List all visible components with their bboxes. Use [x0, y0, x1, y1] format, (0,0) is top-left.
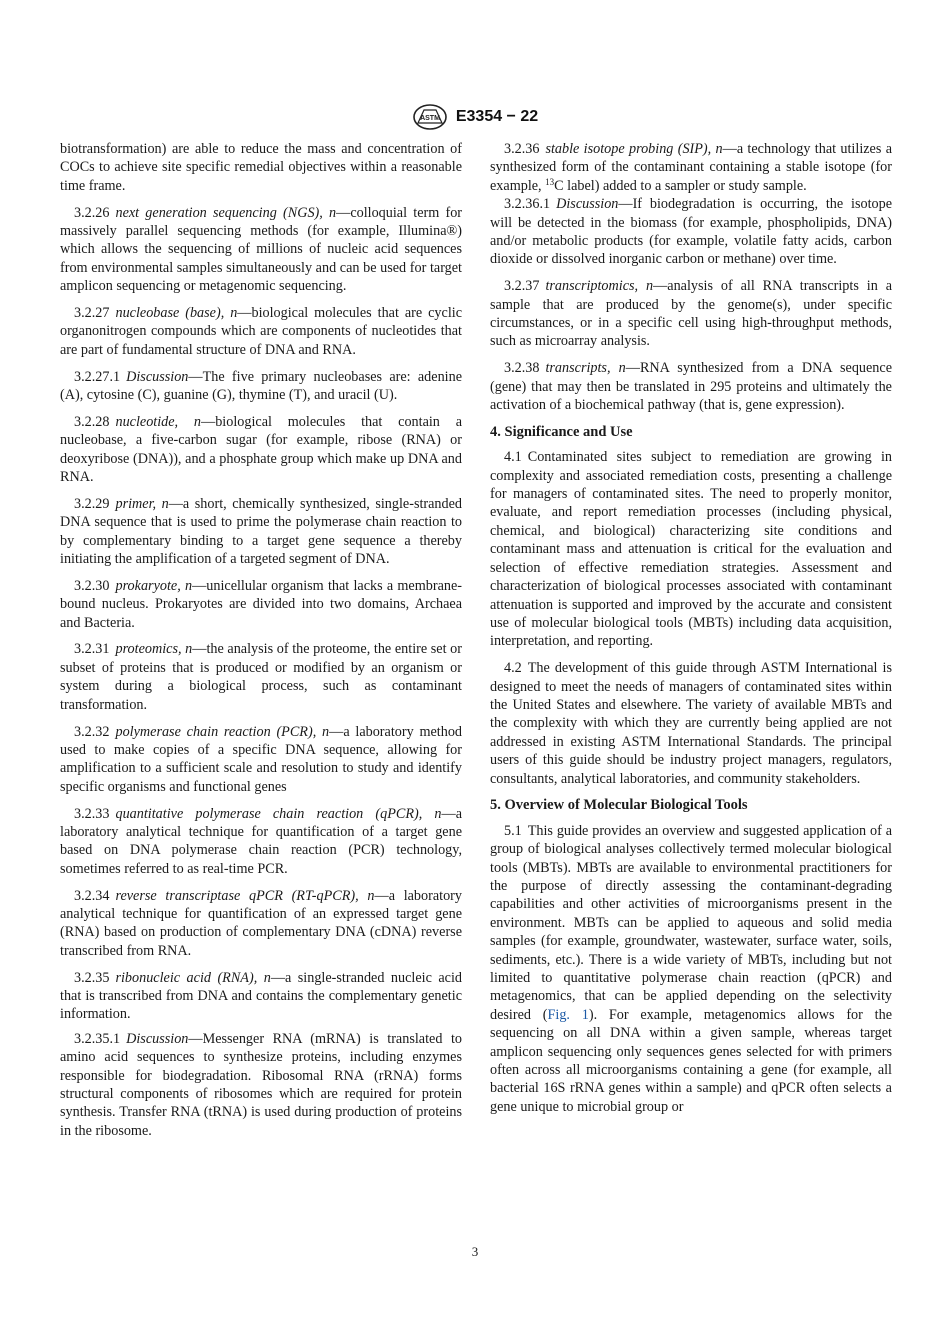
- astm-logo-icon: [412, 104, 448, 130]
- paragraph-continuation: biotransformation) are able to reduce the mass and concentration of COCs to achieve site specific remedial objectives within a reasonable time frame.: [60, 141, 462, 194]
- definition-3-2-26: 3.2.26 next generation sequencing (NGS), n—colloquial term for massively parallel sequencing methods (for example, Illumina®) which allows the sequencing of millions of nucleic acid sequences from environmental samples simultaneously and can be used for target amplicon sequencing or metagenomic sequencing.: [60, 204, 463, 295]
- paragraph-5-1: 5.1 This guide provides an overview and suggested application of a group of biological analyses collectively termed molecular biological tools (MBTs). MBTs are available to environmental practitioners for the purpose of directly assessing the contaminant-degrading capabilities and other activities of microorganisms present in the environment. MBTs can be applied to aqueous and solid media samples (for example, groundwater, wastewater, surface water, soils, sediments, etc.). There is a wide variety of MBTs, including but not limited to quantitative polymerase chain reaction (qPCR) and metagenomics, that can be applied depending on the selectivity desired (Fig. 1). For example, metagenomics allows for the sequencing on all DNA within a given sample, whereas target amplicon sequencing only sequences genes selected for with primers often across all microorganisms containing a gene (for example, all bacterial 16S rRNA genes within a sample) and qPCR often selects a gene unique to microbial group or: [490, 822, 892, 1115]
- left-column: [60, 140, 462, 1149]
- figure-1-link[interactable]: Fig. 1: [547, 1006, 589, 1023]
- definition-3-2-38: 3.2.38 transcripts, n—RNA synthesized from a DNA sequence (gene) that may then be translated in 295 proteins and ultimately the activation of a biochemical pathway (that is, gene expression).: [490, 360, 892, 414]
- svg-text:ASTM: ASTM: [419, 115, 440, 122]
- definition-3-2-32: 3.2.32 polymerase chain reaction (PCR), n—a laboratory method used to make copies of a specific DNA sequence, allowing for amplification to a sufficient scale and resolution to study and identify specific organisms and functional genes: [60, 723, 463, 795]
- page-header: [0, 104, 950, 130]
- section-5-heading: 5. Overview of Molecular Biological Tools: [490, 797, 748, 814]
- definition-3-2-28: 3.2.28 nucleotide, n—biological molecules that contain a nucleobase, a five-carbon sugar (for example, ribose (RNA) or deoxyribose (DNA)), and a phosphate group which make up DNA and RNA.: [60, 413, 463, 486]
- document-number: E3354 − 22: [455, 108, 539, 125]
- right-column: [490, 140, 892, 1125]
- definition-3-2-37: 3.2.37 transcriptomics, n—analysis of all RNA transcripts in a sample that are produced by the genome(s), under specific circumstances, or in a specific cell using high-throughput methods, such as microarray analysis.: [490, 278, 892, 350]
- definition-3-2-30: 3.2.30 prokaryote, n—unicellular organism that lacks a membrane-bound nucleus. Prokaryotes are divided into two domains, Archaea and Bacteria.: [60, 577, 462, 631]
- paragraph-4-1: 4.1 Contaminated sites subject to remediation are growing in complexity and associated remediation costs, presenting a challenge for managers of contaminated sites. The need to properly monitor, evaluate, and report remediation processes (including physical, chemical, and biological) characterizing site conditions and contaminant mass and attenuation is critical for the evaluation and selection of effective remediation strategies. Assessment and characterization of biological processes associated with contaminant attenuation is supported and improved by the accurate and consistent use of molecular biological tools (MBTs) including data acquisition, interpretation, and reporting.: [490, 449, 892, 650]
- definition-3-2-36: 3.2.36 stable isotope probing (SIP), n—a technology that utilizes a synthesized form of the contaminant containing a stable isotope (for example, $^{13}$C label) added to a sampler or study sample.: [490, 141, 892, 194]
- discussion-3-2-27-1: 3.2.27.1 Discussion—The five primary nucleobases are: adenine (A), cytosine (C), guanine (G), thymine (T), and uracil (U).: [60, 368, 462, 404]
- section-4-heading: 4. Significance and Use: [490, 423, 633, 440]
- paragraph-4-2: 4.2 The development of this guide through ASTM International is designed to meet the needs of managers of contaminated sites within the United States and elsewhere. The variety of available MBTs and the complexity with which they are currently being applied are not addressed in existing ASTM International Standards. The principal users of this guide should be industry project managers, regulators, consultants, analytical laboratories, and community stakeholders.: [490, 660, 892, 787]
- definition-3-2-31: 3.2.31 proteomics, n—the analysis of the proteome, the entire set or subset of proteins that is produced or modified by an organism or system during a biological process, such as contaminant transformation.: [60, 641, 462, 713]
- discussion-3-2-35-1: 3.2.35.1 Discussion—Messenger RNA (mRNA) is translated to amino acid sequences to synthesize proteins, including enzymes responsible for biodegradation. Ribosomal RNA (rRNA) forms structural components of ribosomes which are required for protein synthesis. Transfer RNA (tRNA) is used during production of proteins in the ribosome.: [60, 1030, 462, 1139]
- definition-3-2-27: 3.2.27 nucleobase (base), n—biological molecules that are cyclic organonitrogen compounds which are components of nucleotides that are part of fundamental structure of DNA and RNA.: [60, 305, 463, 358]
- definition-3-2-29: 3.2.29 primer, n—a short, chemically synthesized, single-stranded DNA sequence that is used to prime the polymerase chain reaction to by complementary binding to a target gene sequence a thereby initiating the amplification of a targeted segment of DNA.: [60, 495, 463, 568]
- definition-3-2-34: 3.2.34 reverse transcriptase qPCR (RT-qPCR), n—a laboratory analytical technique for quantification of an expressed target gene (RNA) based on production of complementary DNA (cDNA) reverse transcribed from RNA.: [60, 887, 462, 959]
- definition-3-2-33: 3.2.33 quantitative polymerase chain reaction (qPCR), n—a laboratory analytical technique for quantification of a target gene based on DNA polymerase chain reaction (PCR) technology, sometimes referred to as real-time PCR.: [60, 805, 462, 877]
- page-number: 3: [471, 1244, 479, 1259]
- discussion-3-2-36-1: 3.2.36.1 Discussion—If biodegradation is occurring, the isotope will be detected in the biomass (for example, phospholipids, DNA) and/or metabolic products (for example, volatile fatty acids, carbon dioxide or dissolved inorganic carbon or methane) over time.: [490, 196, 892, 268]
- definition-3-2-35: 3.2.35 ribonucleic acid (RNA), n—a single-stranded nucleic acid that is transcribed from DNA and contains the complementary genetic information.: [60, 969, 462, 1023]
